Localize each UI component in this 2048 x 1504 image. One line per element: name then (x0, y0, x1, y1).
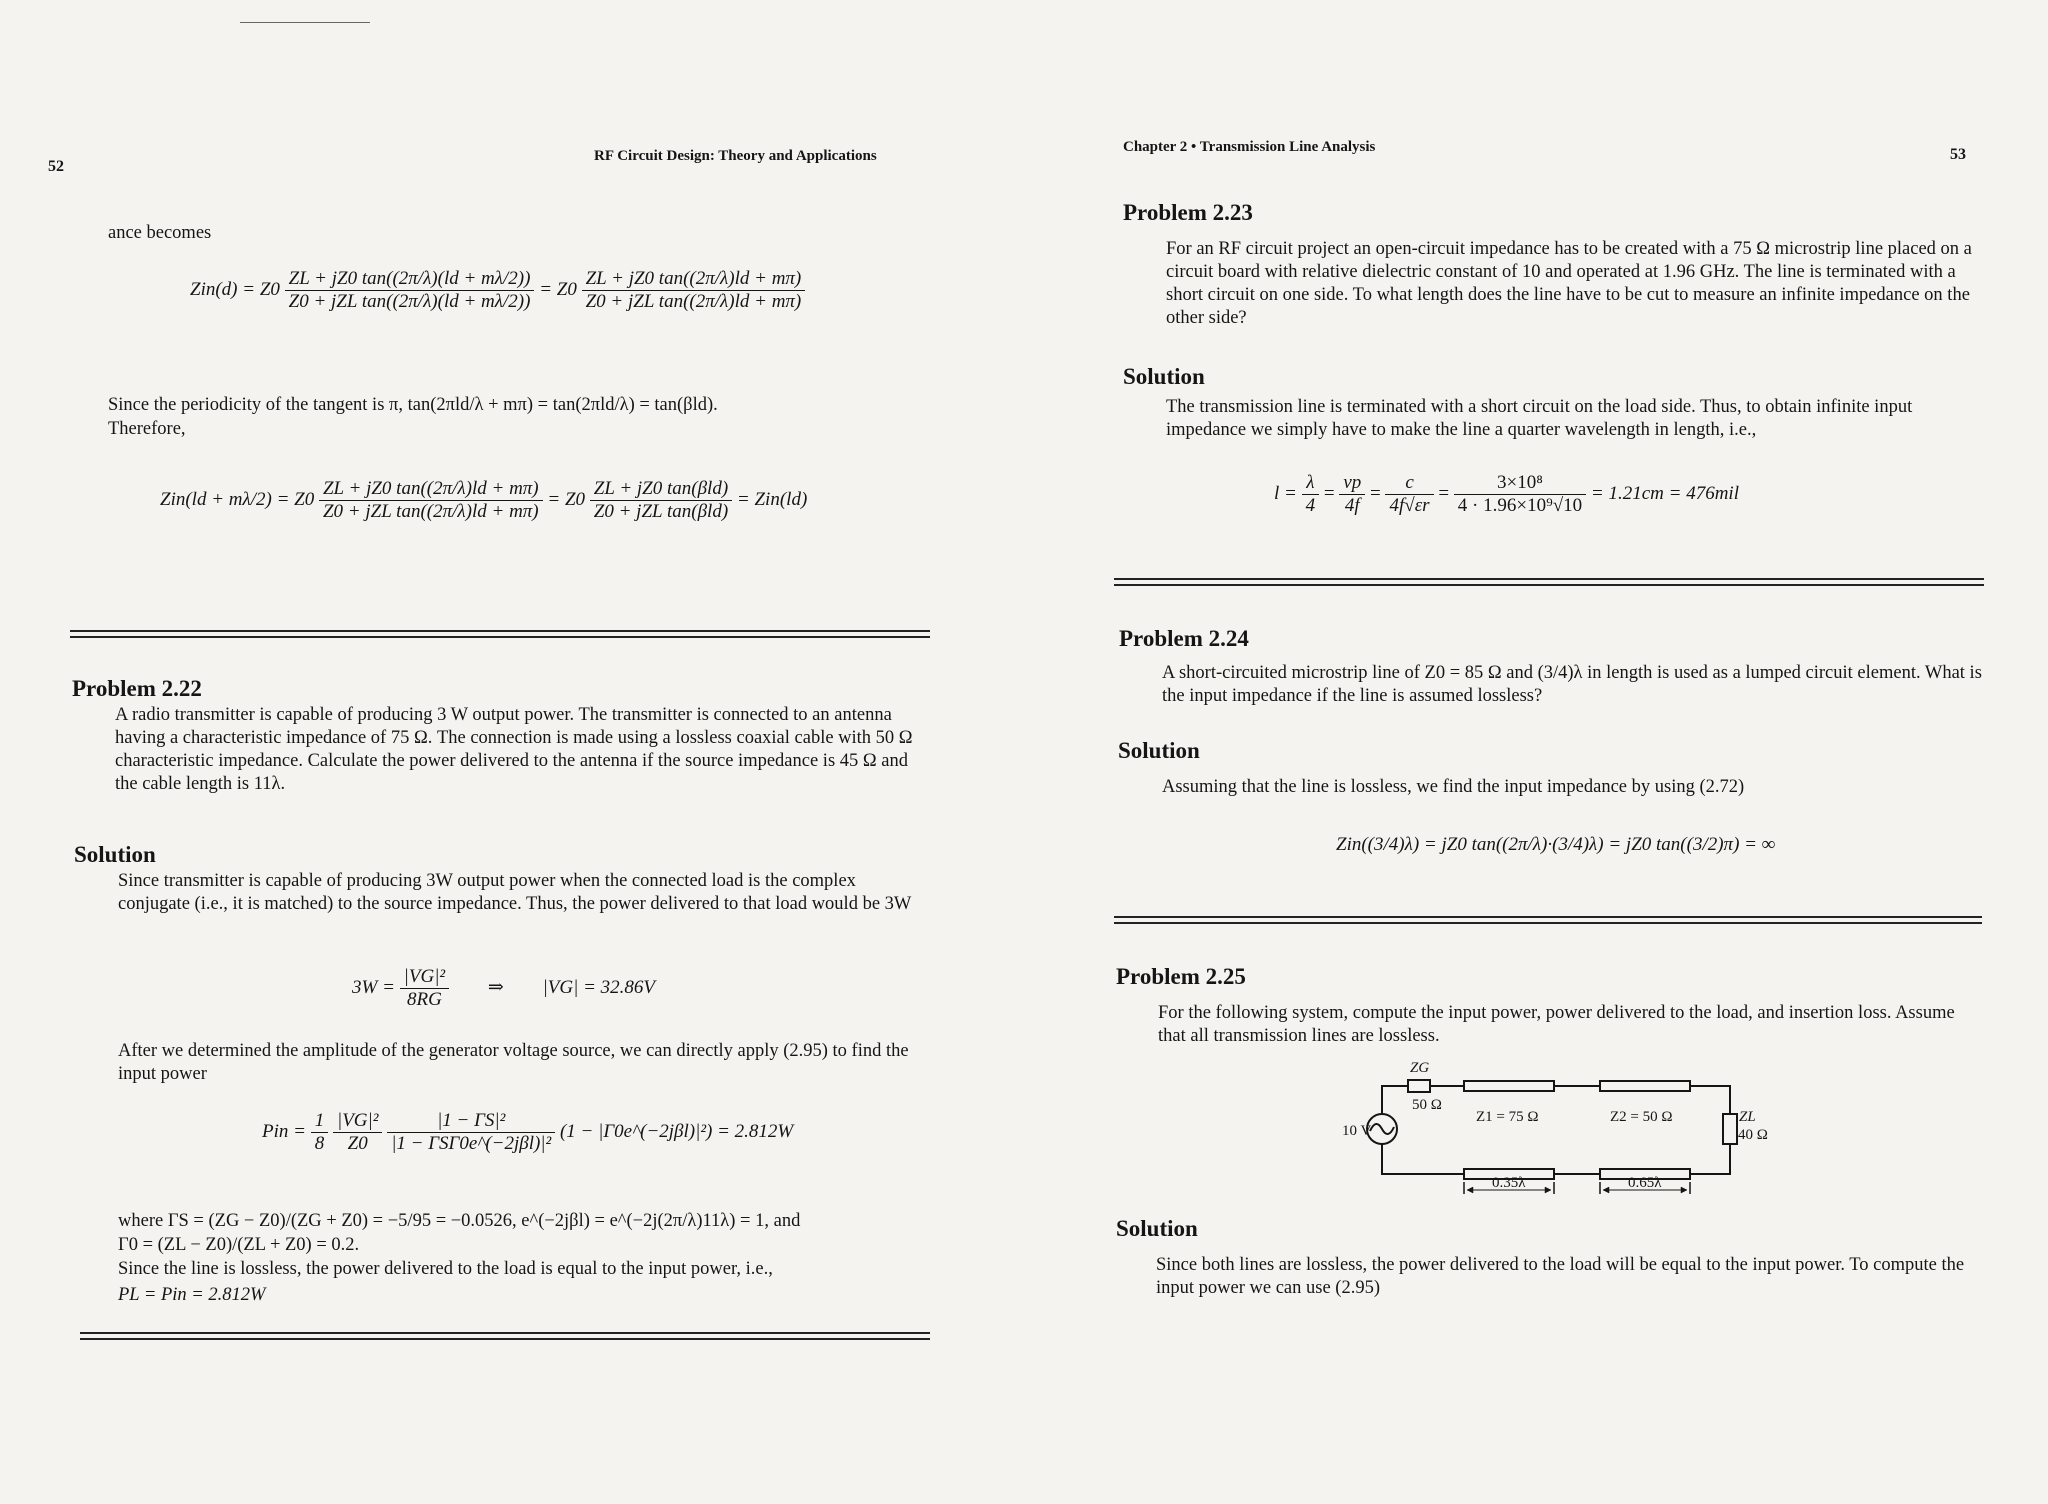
eq1-fraction-2 (582, 268, 806, 313)
eq-f3d: 4f√εr (1389, 495, 1430, 516)
eq-l: l = (1274, 482, 1297, 504)
eq-frac-lambda (1302, 472, 1320, 517)
section-divider (80, 1338, 930, 1340)
eq-frac-numeric (1454, 472, 1586, 517)
right-page (1024, 0, 2048, 1504)
intro-text: ance becomes (108, 223, 212, 243)
problem-title: Problem 2.22 (72, 676, 202, 701)
eq-result: = 1.21cm = 476mil (1590, 482, 1739, 504)
section-divider (80, 1332, 930, 1334)
section-divider (1114, 584, 1984, 586)
line-2-length: 0.65λ (1628, 1175, 1662, 1191)
eq1-num1: ZL + jZ0 tan((2π/λ)(ld + mλ/2)) (285, 268, 535, 291)
section-divider (1114, 578, 1984, 580)
eq-f4d: 4 · 1.96×10⁹√10 (1457, 495, 1583, 516)
running-head: RF Circuit Design: Theory and Applications (594, 148, 877, 164)
eq3-rhs: |VG| = 32.86V (542, 976, 656, 998)
eq2-num1: ZL + jZ0 tan((2π/λ)ld + mπ) (319, 478, 543, 501)
eq2-fraction-1 (319, 478, 543, 523)
section-divider (70, 630, 930, 632)
z1-label: Z1 = 75 Ω (1476, 1109, 1539, 1125)
section-divider (1114, 922, 1982, 924)
equation-zin-d (190, 268, 805, 313)
eq4-g-num: |1 − ΓS|² (387, 1110, 555, 1133)
zl-label: ZL (1739, 1109, 1756, 1125)
where-line-1: where ΓS = (ZG − Z0)/(ZG + Z0) = −5/95 = −0.0526, e^(−2jβl) = e^(−2j(2π/λ)11λ) = 1, and (118, 1211, 801, 1231)
problem-2-25-text: For the following system, compute the input power, power delivered to the load, and insertion loss. Assume that all transmission lines are lossless. (1158, 1003, 1955, 1046)
solution-text: Since transmitter is capable of producing 3W output power when the connected load is the complex conjugate (i.e., it is matched) to the source impedance. Thus, the power delivered to that load would be 3W (118, 871, 912, 914)
solution-title: Solution (74, 842, 156, 867)
eq3-den: 8RG (406, 989, 442, 1010)
problem-2-24-solution-title: Solution (1118, 738, 1200, 763)
line-2-top (1600, 1081, 1690, 1091)
eq4-voltage (333, 1110, 382, 1155)
line-1-length: 0.35λ (1492, 1175, 1526, 1191)
eq2-lhs: Zin(ld + mλ/2) = Z0 (160, 488, 315, 510)
eq1-num2: ZL + jZ0 tan((2π/λ)ld + mπ) (582, 268, 806, 291)
eq4-coef (311, 1110, 329, 1155)
problem-2-25-solution-text: Since both lines are lossless, the power delivered to the load will be equal to the input power. To compute the input power we can use (2.95) (1156, 1255, 1965, 1298)
eq4-gamma (387, 1110, 555, 1155)
eq-f1n: λ (1302, 472, 1320, 495)
periodicity-text: Since the periodicity of the tangent is π, tan(2πld/λ + mπ) = tan(2πld/λ) = tan(βld). (108, 395, 718, 415)
eq4-tail: (1 − |Γ0e^(−2jβl)|²) = 2.812W (559, 1120, 794, 1142)
problem-2-25-solution-title: Solution (1116, 1216, 1198, 1241)
implies-arrow: ⇒ (487, 976, 504, 998)
eq4-coef-den: 8 (314, 1133, 325, 1154)
eq-f3n: c (1385, 472, 1433, 495)
problem-text: A radio transmitter is capable of producing 3 W output power. The transmitter is connected to an antenna having a characteristic impedance of 75 Ω. The connection is made using a lossless coaxial cable with 50 Ω characteristic impedance. Calculate the power delivered to the antenna if the source impedance is 45 Ω and the cable length is 11λ. (115, 705, 913, 794)
problem-2-23-text: For an RF circuit project an open-circuit impedance has to be created with a 75 Ω microstrip line placed on a circuit board with relative dielectric constant of 10 and operated at 1.96 GHz. The line is terminated with a short circuit on one side. To what length does the line have to be cut to measure an infinite impedance on the other side? (1166, 239, 1972, 328)
eq2-num2: ZL + jZ0 tan(βld) (590, 478, 732, 501)
eq-frac-c (1385, 472, 1433, 517)
section-divider (70, 636, 930, 638)
where-line-2: Γ0 = (ZL − Z0)/(ZL + Z0) = 0.2. (118, 1235, 360, 1255)
equation-short-circuit-stub: Zin((3/4)λ) = jZ0 tan((2π/λ)·(3/4)λ) = jZ0 tan((3/2)π) = ∞ (1336, 834, 1776, 855)
problem-2-23-solution-text: The transmission line is terminated with a short circuit on the load side. Thus, to obtain infinite input impedance we simply have to make the line a quarter wavelength in length, i.e., (1166, 397, 1913, 440)
eq2-rhs: = Zin(ld) (736, 488, 808, 510)
line-1-top (1464, 1081, 1554, 1091)
section-divider (1114, 916, 1982, 918)
eq-f1d: 4 (1305, 495, 1316, 516)
transmission-line-circuit (1314, 1056, 1768, 1196)
eq1-fraction-1 (285, 268, 535, 313)
scan-mark (240, 22, 370, 23)
therefore-text: Therefore, (108, 419, 186, 439)
zg-label: ZG (1410, 1060, 1430, 1076)
eq3-lhs: 3W = (352, 976, 395, 998)
eq1-den1: Z0 + jZL tan((2π/λ)(ld + mλ/2)) (288, 291, 531, 312)
zg-resistor (1408, 1080, 1430, 1092)
page-number: 52 (48, 158, 64, 175)
equation-generator-voltage (352, 966, 655, 1011)
problem-2-23-title: Problem 2.23 (1123, 200, 1253, 225)
eq2-den1: Z0 + jZL tan((2π/λ)ld + mπ) (322, 501, 539, 522)
problem-2-24-title: Problem 2.24 (1119, 626, 1249, 651)
since-line: Since the line is lossless, the power delivered to the load is equal to the input power, i.e., (118, 1259, 773, 1279)
after-text: After we determined the amplitude of the generator voltage source, we can directly apply (2.95) to find the input power (118, 1041, 909, 1084)
eq-frac-vp (1339, 472, 1365, 517)
eq3-fraction (400, 966, 449, 1011)
eq2-fraction-2 (590, 478, 732, 523)
problem-2-25-title: Problem 2.25 (1116, 964, 1246, 989)
eq4-coef-num: 1 (311, 1110, 329, 1133)
eq2-den2: Z0 + jZL tan(βld) (593, 501, 729, 522)
z2-label: Z2 = 50 Ω (1610, 1109, 1673, 1125)
eq1-mid: = Z0 (539, 278, 577, 300)
eq4-v-den: Z0 (347, 1133, 368, 1154)
zl-value: 40 Ω (1738, 1127, 1768, 1143)
source-label: 10 V (1342, 1123, 1372, 1139)
equation-input-power (262, 1110, 793, 1155)
eq-f2d: 4f (1344, 495, 1360, 516)
eq4-g-den: |1 − ΓSΓ0e^(−2jβl)|² (391, 1133, 552, 1154)
zl-resistor (1723, 1114, 1737, 1144)
eq4-lhs: Pin = (262, 1120, 306, 1142)
eq-f2n: vp (1339, 472, 1365, 495)
equation-zin-periodic (160, 478, 807, 523)
eq1-lhs: Zin(d) = Z0 (190, 278, 280, 300)
page-number: 53 (1950, 146, 1966, 163)
eq1-den2: Z0 + jZL tan((2π/λ)ld + mπ) (585, 291, 802, 312)
final-line: PL = Pin = 2.812W (118, 1285, 266, 1305)
eq-f4n: 3×10⁸ (1454, 472, 1586, 495)
eq3-num: |VG|² (400, 966, 449, 989)
eq4-v-num: |VG|² (333, 1110, 382, 1133)
zg-value: 50 Ω (1412, 1097, 1442, 1113)
eq2-mid: = Z0 (547, 488, 586, 510)
problem-2-23-solution-title: Solution (1123, 364, 1205, 389)
problem-2-24-text: A short-circuited microstrip line of Z0 = 85 Ω and (3/4)λ in length is used as a lumped circuit element. What is the input impedance if the line is assumed lossless? (1162, 663, 1982, 706)
problem-2-24-solution-text: Assuming that the line is lossless, we find the input impedance by using (2.72) (1162, 777, 1745, 797)
equation-quarter-wave-length: l = $\frac{\lambda}{4}$ = $\frac{vp}{4f}$ = $\frac{c}{4f√\varepsilon r}$ = $\frac{\text{3×10⁸}}{\text{4 · 1.96×10⁹√10}}$ = 1.21cm = 476mil (1274, 472, 1739, 516)
running-head: Chapter 2 • Transmission Line Analysis (1123, 139, 1376, 155)
